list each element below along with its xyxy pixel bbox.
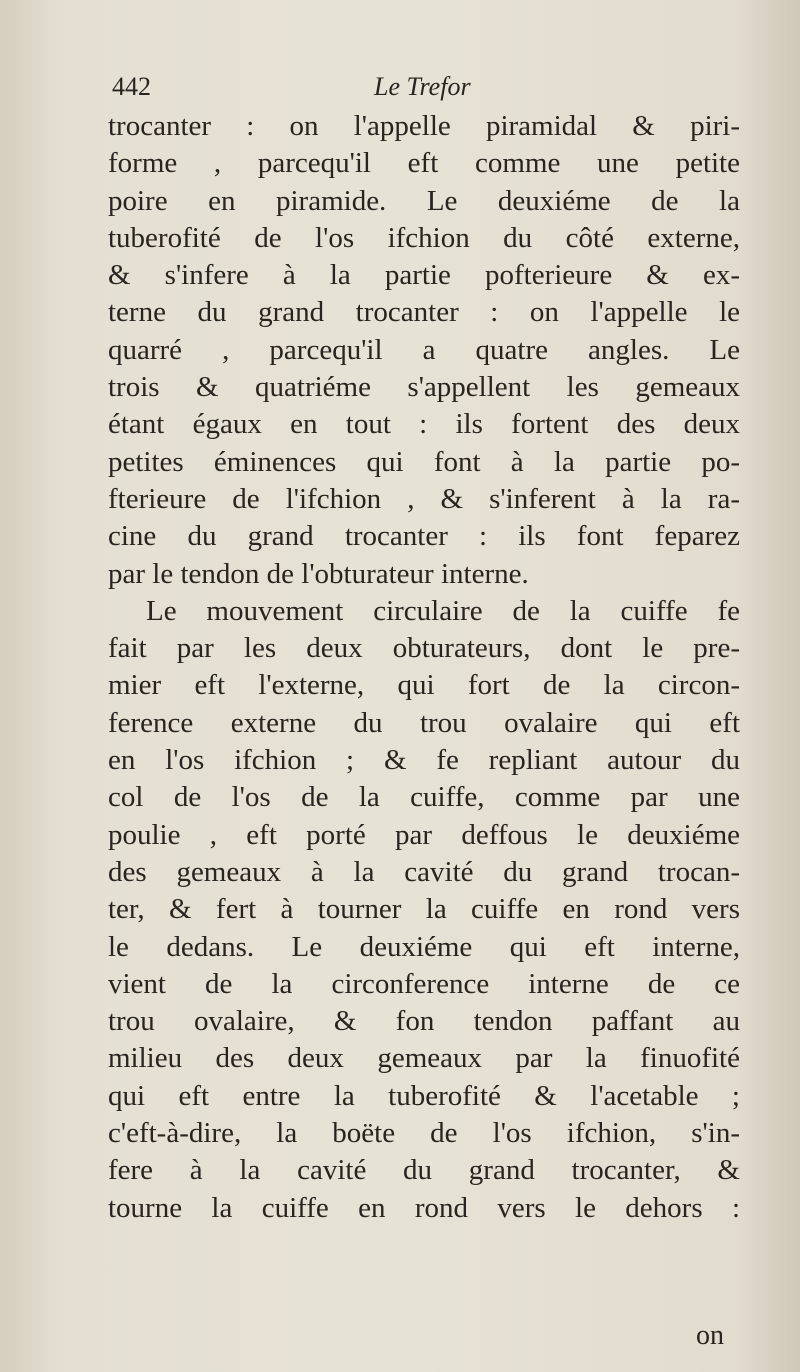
paragraph-start-line: Le mouvement circulaire de la cuiffe fe [146,594,740,627]
text-line: trou ovalaire, & fon tendon paffant au [108,1005,740,1038]
text-line: fterieure de l'ifchion , & s'inferent à la ra- [108,482,740,515]
text-line: le dedans. Le deuxiéme qui eft interne, [108,930,740,963]
text-line: ter, & fert à tourner la cuiffe en rond vers [108,893,740,926]
page-number: 442 [112,72,151,101]
catchword: on [696,1320,724,1351]
text-line: trois & quatriéme s'appellent les gemeaux [108,371,740,404]
text-line: poulie , eft porté par deffous le deuxiéme [108,818,740,851]
page-header [112,72,752,108]
text-line: terne du grand trocanter : on l'appelle le [108,296,740,329]
text-line: trocanter : on l'appelle piramidal & piri- [108,110,740,142]
text-line: tourne la cuiffe en rond vers le dehors : [108,1191,740,1224]
text-line: poire en piramide. Le deuxiéme de la [108,184,740,217]
text-line: col de l'os de la cuiffe, comme par une [108,781,740,814]
text-line: vient de la circonference interne de ce [108,967,740,1000]
text-line: c'eft-à-dire, la boëte de l'os ifchion, s'in- [108,1117,740,1150]
text-line: cine du grand trocanter : ils font feparez [108,520,740,553]
text-line: & s'infere à la partie pofterieure & ex- [108,259,740,292]
text-line: étant égaux en tout : ils fortent des deux [108,408,740,441]
text-line: en l'os ifchion ; & fe repliant autour du [108,744,740,777]
text-line: petites éminences qui font à la partie po- [108,445,740,478]
text-line: milieu des deux gemeaux par la finuofité [108,1042,740,1075]
text-line: forme , parcequ'il eft comme une petite [108,147,740,180]
text-line: fait par les deux obturateurs, dont le pre- [108,632,740,665]
running-title: Le Trefor [374,72,471,101]
text-line: qui eft entre la tuberofité & l'acetable ; [108,1079,740,1112]
text-line: tuberofité de l'os ifchion du côté externe, [108,221,740,254]
text-line: par le tendon de l'obturateur interne. [108,557,529,590]
text-line: ference externe du trou ovalaire qui eft [108,706,740,739]
body-text [108,108,740,1227]
text-line: fere à la cavité du grand trocanter, & [108,1154,740,1187]
text-line: quarré , parcequ'il a quatre angles. Le [108,333,740,366]
text-line: des gemeaux à la cavité du grand trocan- [108,855,740,888]
text-line: mier eft l'externe, qui fort de la circon- [108,669,740,702]
